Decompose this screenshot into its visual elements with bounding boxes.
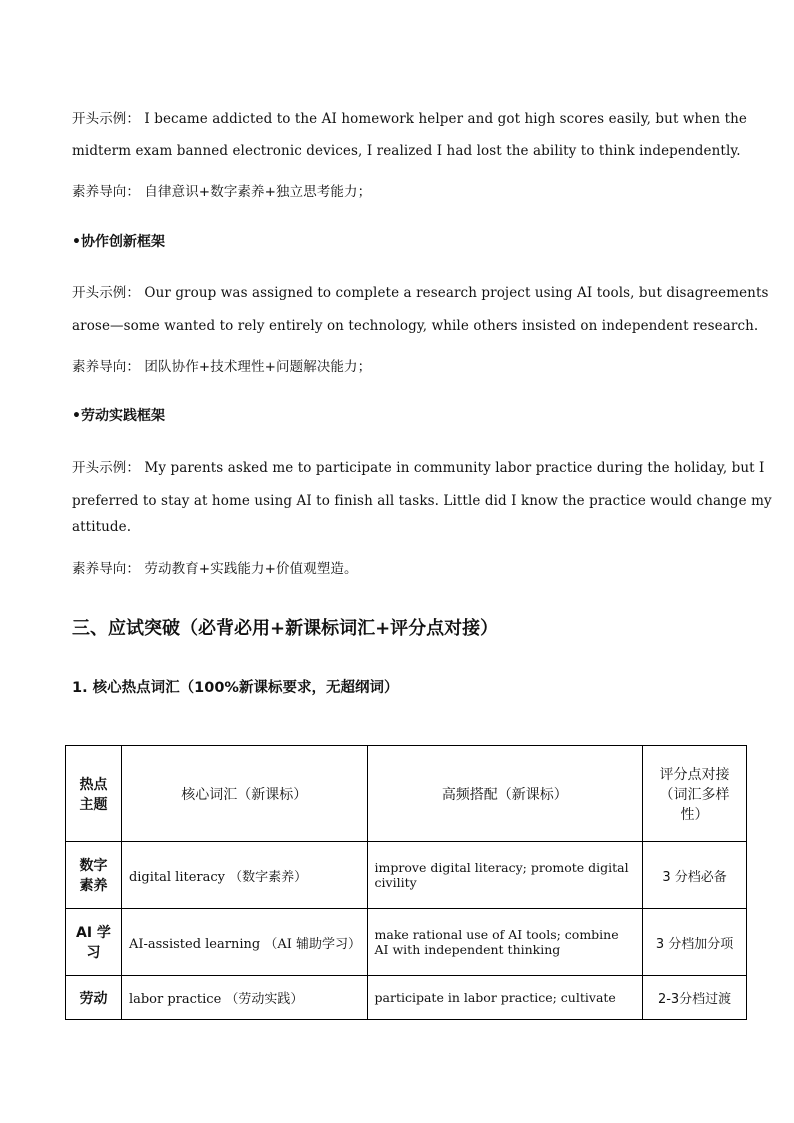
cell-score: 3 分档加分项 <box>643 909 747 976</box>
cell-vocab: AI-assisted learning （AI 辅助学习） <box>121 909 367 976</box>
header-theme: 热点主题 <box>66 746 122 842</box>
header-vocab: 核心词汇（新课标） <box>121 746 367 842</box>
literacy-label: 素养导向： <box>72 359 140 375</box>
example-paragraph-line <box>72 281 769 301</box>
example-label: 开头示例： <box>72 111 140 127</box>
literacy-text: 劳动教育+实践能力+价值观塑造。 <box>144 561 358 577</box>
framework-heading: •协作创新框架 <box>72 234 165 250</box>
cell-collocation: make rational use of AI tools; combine AI with independent thinking <box>367 909 643 976</box>
cell-theme: 劳动 <box>66 976 122 1020</box>
example-paragraph-line: preferred to stay at home using AI to finish all tasks. Little did I know the practice would change my <box>72 493 772 509</box>
example-paragraph-line: arose—some wanted to rely entirely on technology, while others insisted on independent research. <box>72 318 759 334</box>
example-paragraph-line <box>72 456 764 476</box>
example-text: My parents asked me to participate in community labor practice during the holiday, but I <box>144 460 765 476</box>
example-paragraph-line <box>72 107 747 127</box>
literacy-label: 素养导向： <box>72 184 140 200</box>
cell-collocation: improve digital literacy; promote digital civility <box>367 842 643 909</box>
table-row <box>66 976 747 1020</box>
example-text: Our group was assigned to complete a research project using AI tools, but disagreements <box>144 285 769 301</box>
literacy-text: 团队协作+技术理性+问题解决能力； <box>144 359 372 375</box>
table-row <box>66 909 747 976</box>
cell-score: 3 分档必备 <box>643 842 747 909</box>
example-paragraph-line: attitude. <box>72 519 132 535</box>
example-text: I became addicted to the AI homework helper and got high scores easily, but when the <box>144 111 748 127</box>
header-collocation: 高频搭配（新课标） <box>367 746 643 842</box>
vocabulary-table <box>65 745 747 1020</box>
cell-theme: AI 学习 <box>66 909 122 976</box>
table-header-row <box>66 746 747 842</box>
section-subtitle: 1. 核心热点词汇（100%新课标要求，无超纲词） <box>72 680 399 696</box>
cell-collocation: participate in labor practice; cultivate <box>367 976 643 1020</box>
literacy-line <box>72 355 371 375</box>
example-paragraph-line: midterm exam banned electronic devices, I realized I had lost the ability to think independently. <box>72 143 741 159</box>
cell-theme: 数字素养 <box>66 842 122 909</box>
literacy-text: 自律意识+数字素养+独立思考能力； <box>144 184 372 200</box>
cell-vocab: digital literacy （数字素养） <box>121 842 367 909</box>
section-title: 三、应试突破（必背必用+新课标词汇+评分点对接） <box>72 618 499 639</box>
cell-score: 2-3分档过渡 <box>643 976 747 1020</box>
example-label: 开头示例： <box>72 460 140 476</box>
literacy-label: 素养导向： <box>72 561 140 577</box>
literacy-line <box>72 557 358 577</box>
framework-heading: •劳动实践框架 <box>72 408 165 424</box>
cell-vocab: labor practice （劳动实践） <box>121 976 367 1020</box>
literacy-line <box>72 180 371 200</box>
example-label: 开头示例： <box>72 285 140 301</box>
header-score: 评分点对接（词汇多样性） <box>643 746 747 842</box>
table-row <box>66 842 747 909</box>
